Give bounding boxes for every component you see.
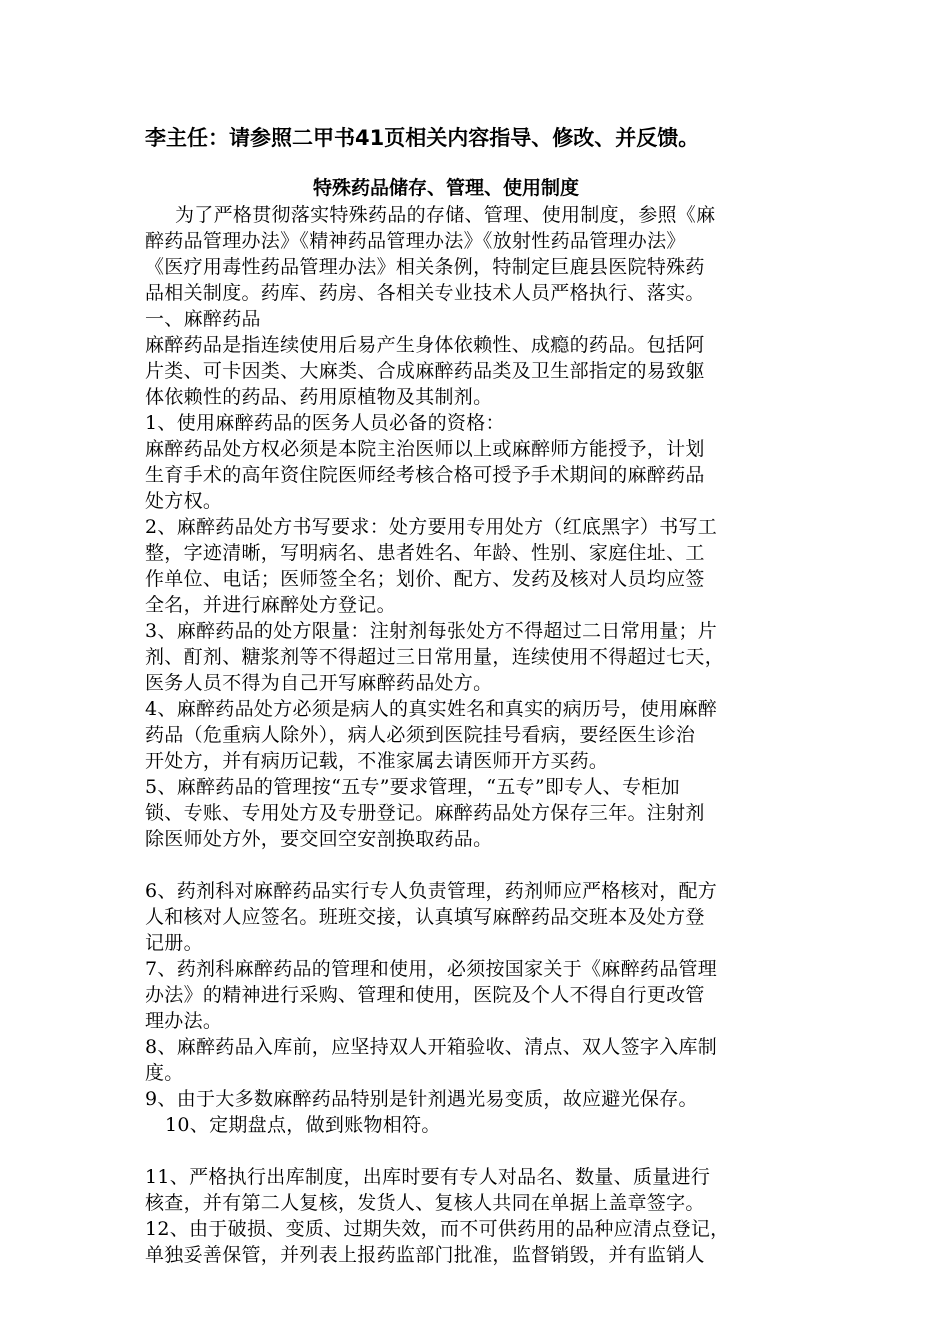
rule-line: 6、药剂科对麻醉药品实行专人负责管理，药剂师应严格核对，配方 [145,880,718,902]
rule-line: 整，字迹清晰，写明病名、患者姓名、年龄、性别、家庭住址、工 [145,542,705,564]
intro-line: 《医疗用毒性药品管理办法》相关条例，特制定巨鹿县医院特殊药 [145,256,705,278]
rule-line: 人和核对人应签名。班班交接，认真填写麻醉药品交班本及处方登 [145,906,705,928]
rule-item-4 [145,696,805,774]
section-heading: 一、麻醉药品 [145,308,261,330]
definition-line: 麻醉药品是指连续使用后易产生身体依赖性、成瘾的药品。包括阿 [145,334,705,356]
rule-line: 3、麻醉药品的处方限量：注射剂每张处方不得超过二日常用量；片 [145,620,718,642]
rule-line: 生育手术的高年资住院医师经考核合格可授予手术期间的麻醉药品 [145,464,705,486]
rule-line: 1、使用麻醉药品的医务人员必备的资格： [145,412,505,434]
rule-line: 办法》的精神进行采购、管理和使用，医院及个人不得自行更改管 [145,984,705,1006]
rule-line: 核查，并有第二人复核，发货人、复核人共同在单据上盖章签字。 [145,1192,705,1214]
definition-paragraph [145,332,805,410]
rule-line: 记册。 [145,932,203,954]
rule-item-2 [145,514,805,618]
rule-item-12 [145,1216,805,1268]
rule-line: 5、麻醉药品的管理按“五专”要求管理，“五专”即专人、专柜加 [145,776,680,798]
rule-line: 度。 [145,1062,184,1084]
document-body [145,124,805,1268]
rule-item-11 [145,1164,805,1216]
rule-item-3 [145,618,805,696]
intro-line: 为了严格贯彻落实特殊药品的存储、管理、使用制度，参照《麻 [175,204,716,226]
rule-line: 锁、专账、专用处方及专册登记。麻醉药品处方保存三年。注射剂 [145,802,705,824]
rule-line: 8、麻醉药品入库前，应坚持双人开箱验收、清点、双人签字入库制 [145,1036,718,1058]
rule-line: 作单位、电话；医师签全名；划价、配方、发药及核对人员均应签 [145,568,705,590]
document-title: 特殊药品储存、管理、使用制度 [313,177,580,199]
intro-line: 醉药品管理办法》《精神药品管理办法》《放射性药品管理办法》 [145,230,686,252]
rule-line: 单独妥善保管，并列表上报药监部门批准，监督销毁，并有监销人 [145,1244,705,1266]
rule-line: 理办法。 [145,1010,223,1032]
rule-line: 处方权。 [145,490,223,512]
rule-line: 开处方，并有病历记载，不准家属去请医师开方买药。 [145,750,609,772]
rule-line: 除医师处方外，要交回空安剖换取药品。 [145,828,493,850]
rule-item-1 [145,410,805,514]
rule-line: 4、麻醉药品处方必须是病人的真实姓名和真实的病历号，使用麻醉 [145,698,718,720]
rule-line: 11、严格执行出库制度，出库时要有专人对品名、数量、质量进行 [145,1166,711,1188]
intro-line: 品相关制度。药库、药房、各相关专业技术人员严格执行、落实。 [145,282,705,304]
rule-item-6 [145,878,805,956]
definition-line: 体依赖性的药品、药用原植物及其制剂。 [145,386,493,408]
rule-line: 12、由于破损、变质、过期失效，而不可供药用的品种应清点登记， [145,1218,730,1240]
rule-item-5 [145,774,805,852]
rule-line: 2、麻醉药品处方书写要求：处方要用专用处方（红底黑字）书写工 [145,516,718,538]
rule-line: 药品（危重病人除外），病人必须到医院挂号看病，要经医生诊治 [145,724,696,746]
rule-item-7 [145,956,805,1034]
rule-line: 7、药剂科麻醉药品的管理和使用，必须按国家关于《麻醉药品管理 [145,958,718,980]
rule-line: 剂、酊剂、糖浆剂等不得超过三日常用量，连续使用不得超过七天， [145,646,725,668]
blank-line [145,1138,805,1164]
rule-line: 全名，并进行麻醉处方登记。 [145,594,396,616]
rule-item-8 [145,1034,805,1086]
rule-line: 医务人员不得为自己开写麻醉药品处方。 [145,672,493,694]
review-note: 李主任：请参照二甲书41页相关内容指导、修改、并反馈。 [145,126,700,150]
rule-item-10 [145,1112,805,1138]
rule-line: 10、定期盘点，做到账物相符。 [165,1114,441,1136]
intro-paragraph [145,202,805,306]
rule-item-9 [145,1086,805,1112]
blank-line [145,852,805,878]
rule-line: 麻醉药品处方权必须是本院主治医师以上或麻醉师方能授予，计划 [145,438,705,460]
rule-line: 9、由于大多数麻醉药品特别是针剂遇光易变质，故应避光保存。 [145,1088,698,1110]
definition-line: 片类、可卡因类、大麻类、合成麻醉药品类及卫生部指定的易致躯 [145,360,705,382]
